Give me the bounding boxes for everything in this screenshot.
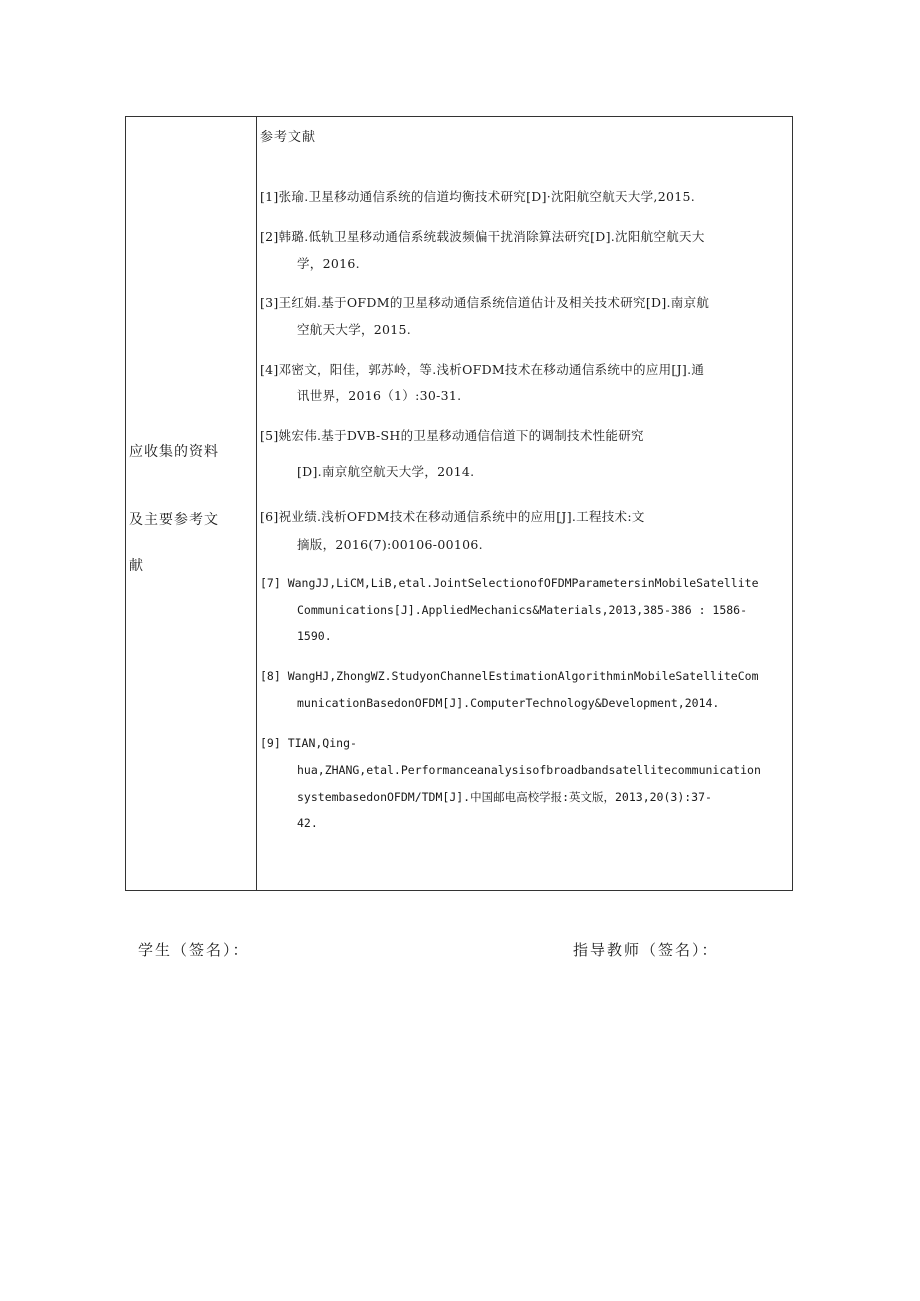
reference-line: [6]祝业绩.浅析OFDM技术在移动通信系统中的应用[J].工程技术:文 [260,509,645,524]
reference-line: 摘版，2016(7):00106-00106. [297,537,483,552]
reference-line: [8] WangHJ,ZhongWZ.StudyonChannelEstimationAlgorithminMobileSatelliteCom [260,669,759,683]
references-cell [257,117,792,890]
reference-line: [4]邓密文，阳佳，郭苏岭，等.浅析OFDM技术在移动通信系统中的应用[J].通 [260,362,705,377]
reference-line: 42. [297,816,318,830]
label-line: 应收集的资料 [129,444,219,460]
reference-line: [1]张瑜.卫星移动通信系统的信道均衡技术研究[D]·沈阳航空航天大学,2015. [260,189,695,204]
reference-line: 讯世界，2016（1）:30-31. [297,388,462,403]
label-line: 及主要参考文 [129,512,219,528]
reference-line: Communications[J].AppliedMechanics&Materials,2013,385-386 : 1586- [297,603,748,617]
reference-line: 空航天大学，2015. [297,322,412,337]
reference-line: [5]姚宏伟.基于DVB-SH的卫星移动通信信道下的调制技术性能研究 [260,428,644,443]
reference-line: [9] TIAN,Qing- [260,736,357,750]
reference-line: [3]王红娟.基于OFDM的卫星移动通信系统信道估计及相关技术研究[D].南京航 [260,295,710,310]
reference-line: 学，2016. [297,256,360,271]
reference-table [125,116,793,891]
reference-line: municationBasedonOFDM[J].ComputerTechnology&Development,2014. [297,696,720,710]
student-signature-label: 学生（签名）： [138,941,250,959]
reference-line: [D].南京航空航天大学，2014. [297,464,475,479]
reference-line: [7] WangJJ,LiCM,LiB,etal.JointSelectionofOFDMParametersinMobileSatellite [260,576,759,590]
reference-line: hua,ZHANG,etal.Performanceanalysisofbroadbandsatellitecommunication [297,763,761,777]
label-cell [126,117,256,890]
advisor-signature-label: 指导教师（签名）： [573,941,719,959]
reference-line: [2]韩璐.低轨卫星移动通信系统载波频偏干扰消除算法研究[D].沈阳航空航天大 [260,229,705,244]
reference-line: systembasedonOFDM/TDM[J].中国邮电高校学报:英文版，2013,20(3):37- [297,790,712,804]
references-heading: 参考文献 [260,130,317,145]
label-line: 献 [129,558,144,574]
reference-line: 1590. [297,629,332,643]
